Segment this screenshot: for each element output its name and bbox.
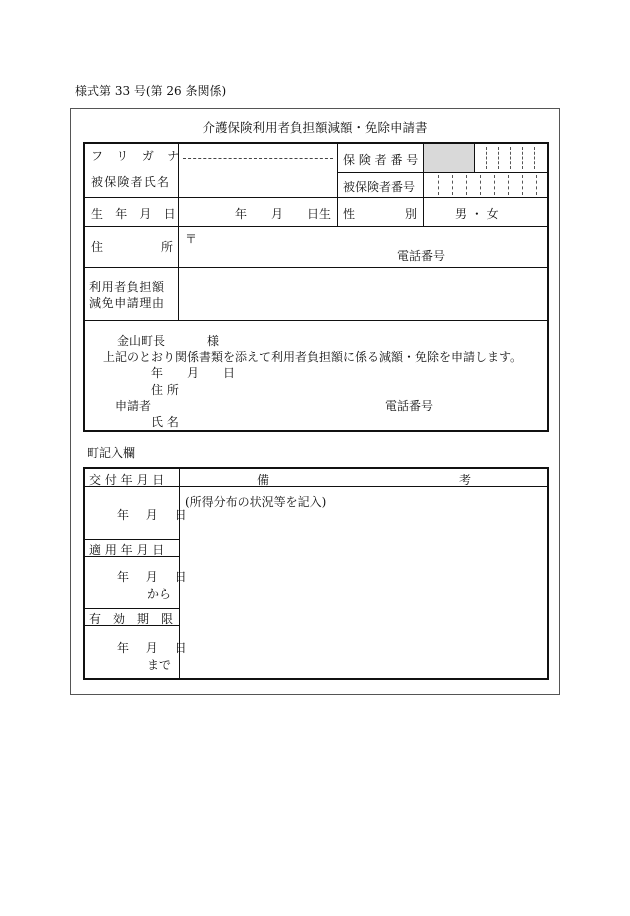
application-date[interactable]: 年 月 日 — [151, 366, 236, 380]
valid-period-value[interactable]: 年 月 日 — [117, 641, 190, 655]
insured-number-label: 被保険者番号 — [343, 180, 416, 194]
furigana-input[interactable] — [185, 144, 333, 158]
office-use-table — [83, 467, 549, 680]
applicant-phone-label: 電話番号 — [385, 399, 434, 413]
insured-name-label: 被保険者氏名 — [91, 175, 171, 189]
birth-date-label: 生 年 月 日 — [91, 207, 180, 221]
address-phone-label: 電話番号 — [397, 249, 446, 263]
apply-date-value[interactable]: 年 月 日 — [117, 570, 190, 584]
office-use-section-label: 町記入欄 — [87, 446, 136, 460]
insured-name-input[interactable] — [185, 162, 333, 194]
address-label-2: 所 — [161, 240, 174, 254]
form-number: 様式第 33 号(第 26 条関係) — [75, 84, 227, 98]
applicant-name-label: 氏 名 — [151, 415, 179, 429]
issue-date-value[interactable]: 年 月 日 — [117, 508, 190, 522]
reason-label-line1: 利用者負担額 — [89, 280, 165, 294]
valid-until-label: まで — [147, 658, 172, 672]
applicant-address-label: 住 所 — [151, 383, 179, 397]
sex-label: 性 — [343, 207, 356, 221]
form-title: 介護保険利用者負担額減額・免除申請書 — [202, 120, 428, 135]
apply-date-label: 適 用 年 月 日 — [89, 543, 165, 557]
applicant-label: 申請者 — [115, 399, 152, 413]
furigana-label: フ リ ガ ナ — [91, 149, 185, 163]
application-table — [83, 142, 549, 432]
honorific-sama: 様 — [207, 334, 220, 348]
birth-date-value[interactable]: 年 月 日生 — [235, 207, 332, 221]
insurer-number-label: 保 険 者 番 号 — [343, 153, 419, 167]
remarks-input[interactable] — [183, 509, 543, 674]
remarks-hint: (所得分布の状況等を記入) — [185, 495, 327, 509]
mayor-addressee: 金山町長 — [117, 334, 166, 348]
address-label: 住 — [91, 240, 104, 254]
reason-input[interactable] — [183, 270, 543, 316]
sex-label-2: 別 — [405, 207, 418, 221]
postal-mark: 〒 — [185, 232, 198, 246]
issue-date-label: 交 付 年 月 日 — [89, 473, 165, 487]
valid-period-label: 有 効 期 限 — [89, 612, 174, 626]
remarks-label: 備 — [257, 473, 270, 487]
apply-from-label: から — [147, 587, 172, 601]
sex-value[interactable]: 男 ・ 女 — [455, 207, 499, 221]
insurer-number-shaded-cell — [424, 144, 474, 172]
reason-label-line2: 減免申請理由 — [89, 296, 165, 310]
remarks-label-2: 考 — [459, 473, 472, 487]
declaration-text: 上記のとおり関係書類を添えて利用者負担額に係る減額・免除を申請します。 — [103, 350, 523, 364]
